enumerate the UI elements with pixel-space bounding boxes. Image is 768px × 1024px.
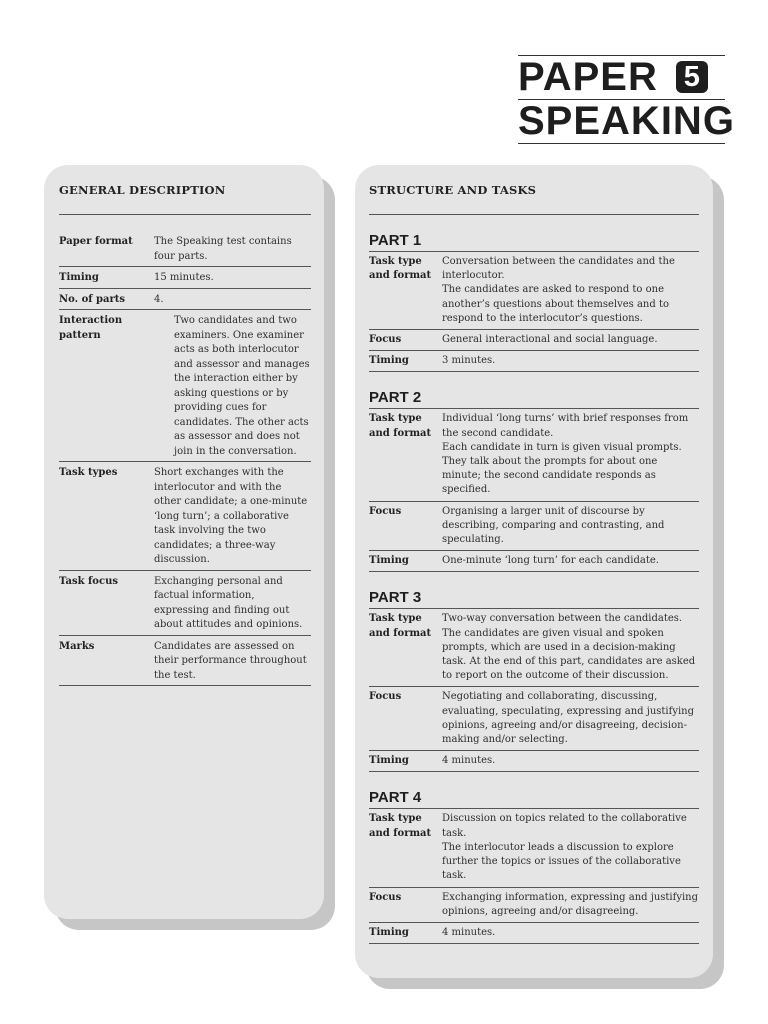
row-text: Candidates are assessed on their performance throughout the test. [154, 640, 307, 681]
title-bottom-rule [518, 143, 725, 144]
part-1-section [369, 232, 699, 372]
focus-row [369, 502, 699, 552]
focus-row [369, 888, 699, 923]
row-text: 4. [154, 293, 164, 305]
row-label: No. of parts [59, 293, 126, 305]
focus-row [369, 687, 699, 751]
timing-row [369, 351, 699, 372]
task-line: Discussion on topics related to the collaborative task. [442, 813, 687, 839]
title-speaking-word: SPEAKING [518, 99, 735, 143]
row-text: The Speaking test contains four parts. [154, 236, 292, 262]
general-description-panel [44, 165, 324, 919]
part-title: PART 1 [369, 232, 422, 249]
row-label: Paper format [59, 236, 133, 247]
task-type-label: Task type and format [369, 813, 432, 839]
task-type-label: Task type and format [369, 413, 432, 439]
table-row [59, 289, 311, 311]
task-type-row [369, 252, 699, 330]
task-line: The candidates are given visual and spoken prompts, which are used in a decision-making task. At the end of this part, candidates are asked to report on the outcome of their discussion. [442, 627, 696, 682]
focus-label: Focus [369, 505, 402, 517]
part-table [369, 251, 699, 372]
row-label: Task focus [59, 575, 118, 587]
task-line: Two-way conversation between the candidates. [442, 613, 683, 625]
row-label: Timing [59, 272, 99, 283]
task-line: Each candidate in turn is given visual prompts. They talk about the prompts for about one minute; the second candidate responds as specified. [442, 441, 682, 496]
focus-text: Negotiating and collaborating, discussing, evaluating, speculating, expressing and justifying opinions, agreeing and/or disagreeing, decision-making and/or selecting. [442, 691, 695, 746]
table-row [59, 571, 311, 636]
general-description-heading: GENERAL DESCRIPTION [59, 183, 226, 197]
focus-label: Focus [369, 891, 402, 903]
part-title: PART 4 [369, 789, 422, 807]
timing-label: Timing [369, 755, 409, 767]
focus-label: Focus [369, 691, 402, 703]
part-table [369, 408, 699, 572]
task-type-text [442, 812, 699, 883]
table-row [59, 310, 311, 462]
timing-text: 4 minutes. [442, 755, 496, 767]
heading-rule [369, 214, 699, 215]
task-type-text [442, 412, 699, 497]
focus-text: Organising a larger unit of discourse by describing, comparing and contrasting, and speculating. [442, 505, 665, 546]
task-type-text [442, 612, 699, 683]
row-label: Task types [59, 467, 118, 478]
part-3-section [369, 589, 699, 772]
row-text: 15 minutes. [154, 272, 214, 283]
timing-row [369, 551, 699, 572]
title-line-paper [518, 56, 725, 99]
timing-label: Timing [369, 555, 409, 567]
paper-number-badge: 5 [676, 61, 708, 93]
part-title: PART 2 [369, 389, 422, 407]
timing-text: One-minute ‘long turn’ for each candidate. [442, 555, 659, 567]
task-type-row [369, 609, 699, 687]
structure-and-tasks-heading: STRUCTURE AND TASKS [369, 183, 537, 197]
part-4-section [369, 789, 699, 944]
row-label: Marks [59, 640, 95, 652]
row-text: Short exchanges with the interlocutor and with the other candidate; a one-minute ‘long turn’; a collaborative task involving the two candidates; a three-way discussion. [154, 467, 308, 565]
timing-row [369, 751, 699, 772]
timing-label: Timing [369, 355, 409, 367]
timing-label: Timing [369, 926, 409, 938]
task-type-label: Task type and format [369, 256, 432, 282]
row-text: Exchanging personal and factual information, expressing and finding out about attitudes and opinions. [154, 575, 303, 630]
task-type-label: Task type and format [369, 613, 432, 639]
focus-label: Focus [369, 334, 402, 346]
general-description-table [59, 231, 311, 686]
table-row [59, 636, 311, 687]
timing-text: 4 minutes. [442, 926, 496, 938]
task-line: The interlocutor leads a discussion to explore further the topics or issues of the collaborative task. [442, 841, 681, 882]
task-line: Conversation between the candidates and the interlocutor. [442, 256, 675, 282]
row-text: Two candidates and two examiners. One examiner acts as both interlocutor and assessor and manages the interaction either by asking questions or by providing cues for candidates. The other acts as assessor and does not join in the conversation. [174, 315, 310, 457]
title-paper-word: PAPER [518, 55, 658, 99]
title-line-speaking [518, 99, 735, 143]
part-table [369, 808, 699, 944]
part-2-section [369, 389, 699, 572]
focus-row [369, 330, 699, 351]
table-row [59, 267, 311, 289]
table-row [59, 231, 311, 267]
row-label: Interaction pattern [59, 315, 123, 341]
part-title: PART 3 [369, 589, 422, 607]
task-line: The candidates are asked to respond to one another’s questions about themselves and to respond to the interlocutor’s questions. [442, 284, 669, 324]
task-type-row [369, 809, 699, 887]
task-type-row [369, 409, 699, 501]
table-row [59, 462, 311, 571]
task-type-text [442, 255, 699, 326]
timing-text: 3 minutes. [442, 355, 496, 367]
structure-and-tasks-panel [355, 165, 713, 978]
task-line: Individual ‘long turns’ with brief responses from the second candidate. [442, 413, 689, 439]
focus-text: Exchanging information, expressing and justifying opinions, agreeing and/or disagreeing. [442, 891, 699, 917]
timing-row [369, 923, 699, 944]
part-table [369, 608, 699, 772]
focus-text: General interactional and social language. [442, 334, 658, 346]
paper-title [518, 55, 735, 144]
